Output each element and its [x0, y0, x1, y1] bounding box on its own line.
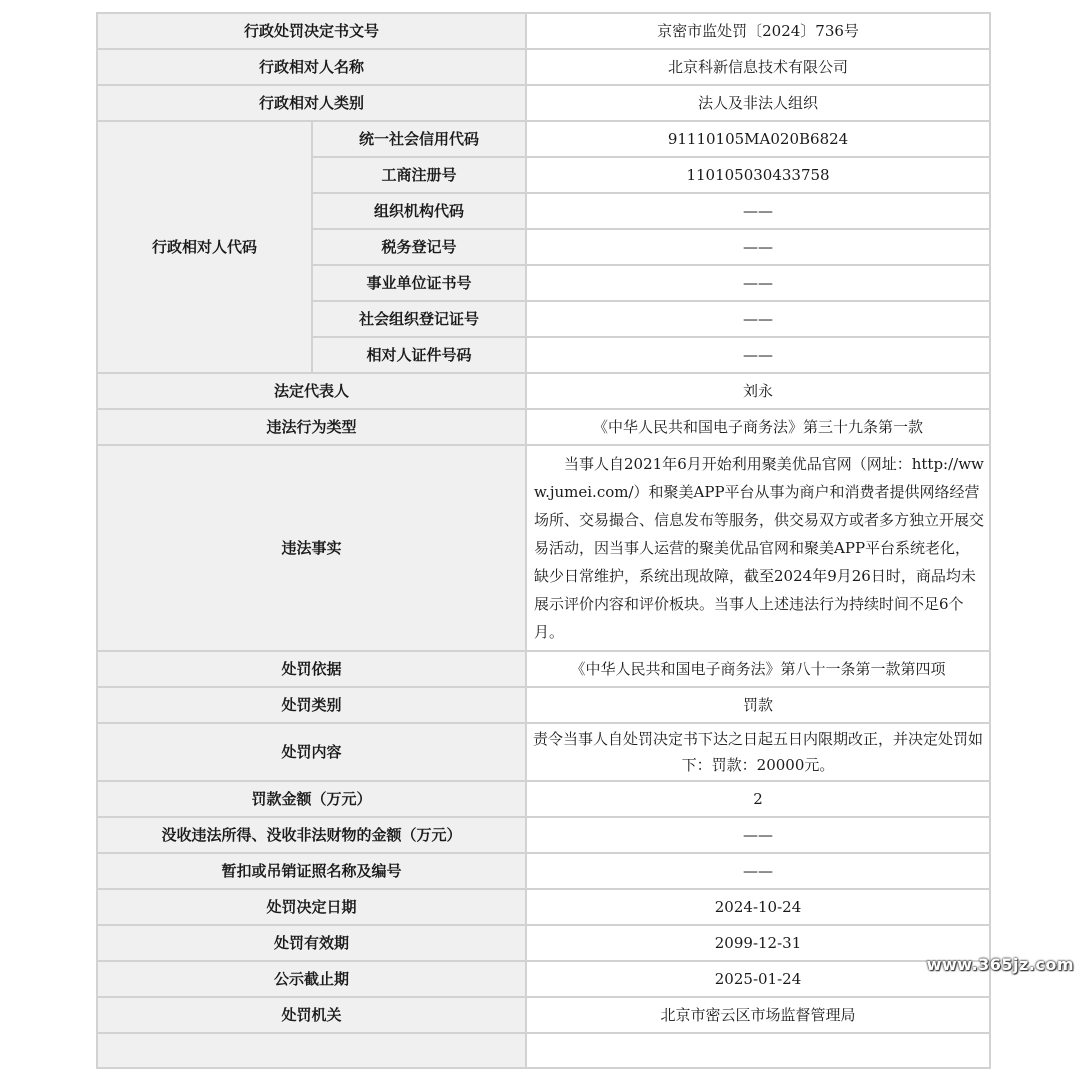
party-name-value: 北京科新信息技术有限公司: [526, 49, 990, 85]
social-org-value: ——: [526, 301, 990, 337]
id-number-label: 相对人证件号码: [312, 337, 526, 373]
decision-date-value: 2024-10-24: [526, 889, 990, 925]
credit-code-value: 91110105MA020B6824: [526, 121, 990, 157]
party-name-label: 行政相对人名称: [97, 49, 526, 85]
site-watermark: www.365jz.com: [926, 955, 1074, 974]
penalty-info-table: [96, 12, 991, 1069]
decision-date-label: 处罚决定日期: [97, 889, 526, 925]
table-row: [97, 373, 990, 409]
confiscation-value: ——: [526, 817, 990, 853]
penalty-basis-value: 《中华人民共和国电子商务法》第八十一条第一款第四项: [526, 651, 990, 687]
license-revoke-label: 暂扣或吊销证照名称及编号: [97, 853, 526, 889]
table-row: [97, 13, 990, 49]
institution-cert-label: 事业单位证书号: [312, 265, 526, 301]
table-row: [97, 687, 990, 723]
table-row: [97, 651, 990, 687]
org-code-label: 组织机构代码: [312, 193, 526, 229]
violation-type-label: 违法行为类型: [97, 409, 526, 445]
id-number-value: ——: [526, 337, 990, 373]
tax-reg-value: ——: [526, 229, 990, 265]
table-row: [97, 781, 990, 817]
table-row: [97, 49, 990, 85]
valid-until-label: 处罚有效期: [97, 925, 526, 961]
institution-cert-value: ——: [526, 265, 990, 301]
fine-amount-label: 罚款金额（万元）: [97, 781, 526, 817]
confiscation-label: 没收违法所得、没收非法财物的金额（万元）: [97, 817, 526, 853]
business-reg-value: 110105030433758: [526, 157, 990, 193]
license-revoke-value: ——: [526, 853, 990, 889]
table-row: [97, 445, 990, 651]
table-row: [97, 409, 990, 445]
business-reg-label: 工商注册号: [312, 157, 526, 193]
next-row-value: [526, 1033, 990, 1068]
violation-facts-label: 违法事实: [97, 445, 526, 651]
table-row: [97, 1033, 990, 1068]
penalty-category-label: 处罚类别: [97, 687, 526, 723]
legal-rep-label: 法定代表人: [97, 373, 526, 409]
publicity-deadline-value: 2025-01-24: [526, 961, 990, 997]
next-row-label: [97, 1033, 526, 1068]
table-row: [97, 997, 990, 1033]
authority-value: 北京市密云区市场监督管理局: [526, 997, 990, 1033]
table-row: [97, 853, 990, 889]
table-row: [97, 85, 990, 121]
penalty-basis-label: 处罚依据: [97, 651, 526, 687]
table-row: [97, 961, 990, 997]
violation-type-value: 《中华人民共和国电子商务法》第三十九条第一款: [526, 409, 990, 445]
publicity-deadline-label: 公示截止期: [97, 961, 526, 997]
table-row: [97, 925, 990, 961]
fine-amount-value: 2: [526, 781, 990, 817]
valid-until-value: 2099-12-31: [526, 925, 990, 961]
doc-no-label: 行政处罚决定书文号: [97, 13, 526, 49]
credit-code-label: 统一社会信用代码: [312, 121, 526, 157]
legal-rep-value: 刘永: [526, 373, 990, 409]
violation-facts-text: 当事人自2021年6月开始利用聚美优品官网（网址：http://www.jumei.com/）和聚美APP平台从事为商户和消费者提供网络经营场所、交易撮合、信息发布等服务，供交易双方或者多方独立开展交易活动，因当事人运营的聚美优品官网和聚美APP平台系统老化，缺少日常维护，系统出现故障，截至2024年9月26日时，商品均未展示评价内容和评价板块。当事人上述违法行为持续时间不足6个月。: [534, 455, 985, 641]
violation-facts-value: [526, 445, 990, 651]
party-type-label: 行政相对人类别: [97, 85, 526, 121]
org-code-value: ——: [526, 193, 990, 229]
authority-label: 处罚机关: [97, 997, 526, 1033]
penalty-category-value: 罚款: [526, 687, 990, 723]
table-row: [97, 723, 990, 781]
social-org-label: 社会组织登记证号: [312, 301, 526, 337]
table-row: [97, 121, 990, 157]
party-code-label: 行政相对人代码: [97, 121, 312, 373]
penalty-content-label: 处罚内容: [97, 723, 526, 781]
tax-reg-label: 税务登记号: [312, 229, 526, 265]
table-row: [97, 817, 990, 853]
doc-no-value: 京密市监处罚〔2024〕736号: [526, 13, 990, 49]
penalty-content-value: 责令当事人自处罚决定书下达之日起五日内限期改正，并决定处罚如下：罚款：20000元。: [526, 723, 990, 781]
table-row: [97, 889, 990, 925]
party-type-value: 法人及非法人组织: [526, 85, 990, 121]
